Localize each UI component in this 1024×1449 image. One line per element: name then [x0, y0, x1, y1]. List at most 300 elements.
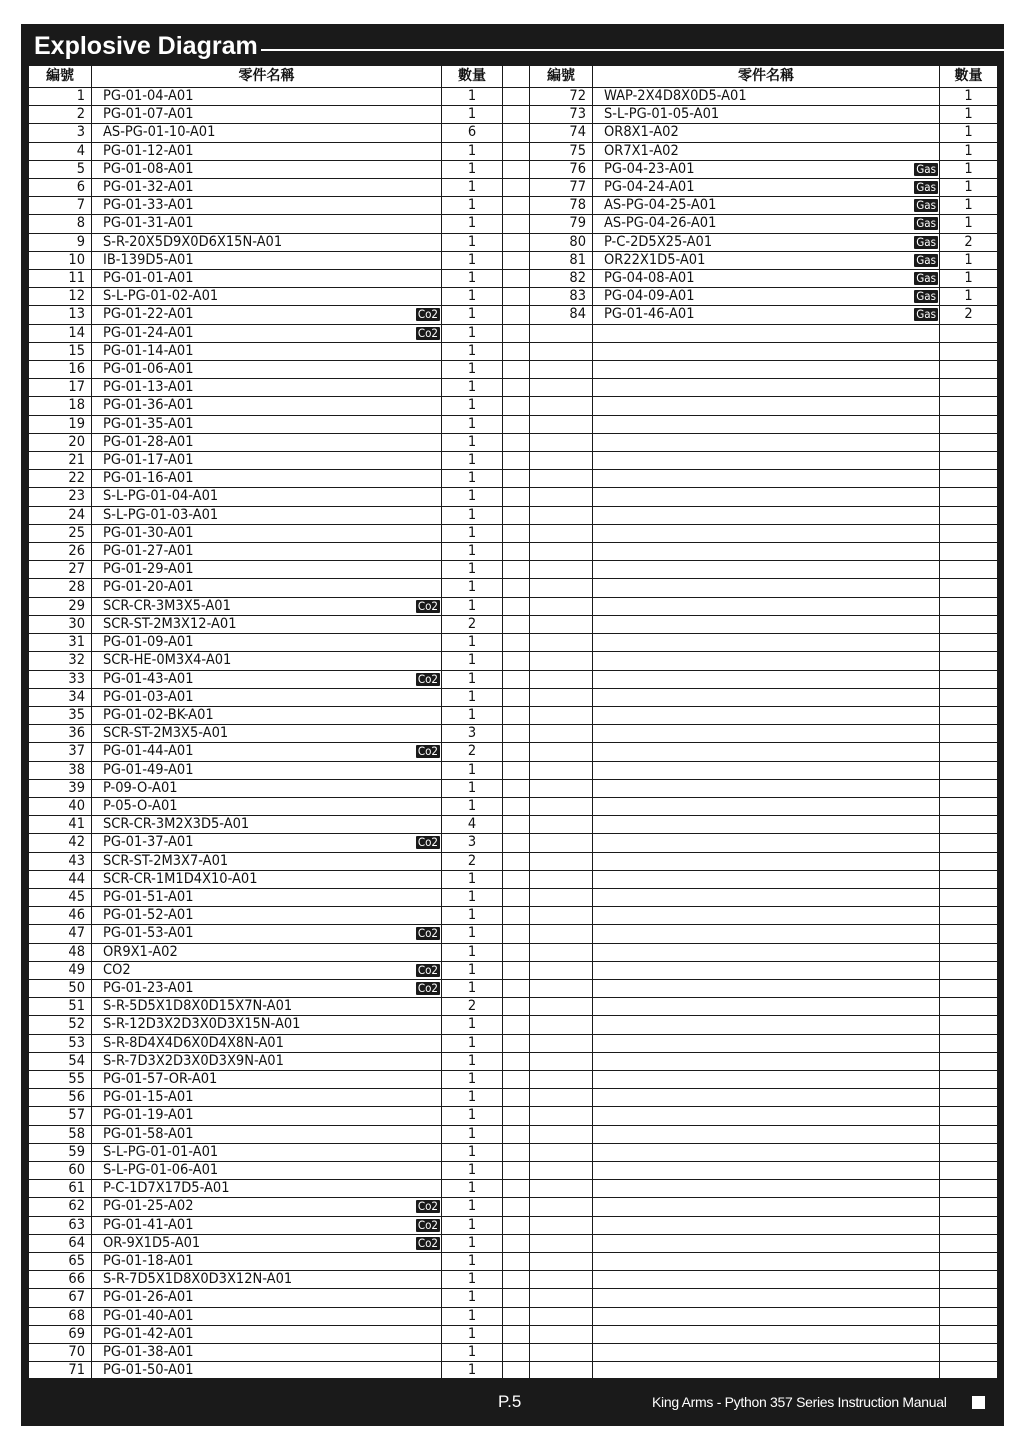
empty-cell — [530, 852, 593, 870]
empty-cell — [530, 888, 593, 906]
table-row — [29, 834, 998, 852]
table-row — [29, 1107, 998, 1125]
part-number: 42 — [29, 834, 92, 852]
part-number: 64 — [29, 1234, 92, 1252]
part-quantity: 1 — [442, 270, 503, 288]
table-row — [29, 88, 998, 106]
part-name — [92, 470, 442, 488]
part-quantity: 1 — [442, 179, 503, 197]
part-name — [593, 251, 940, 269]
column-spacer — [503, 342, 530, 360]
part-number: 34 — [29, 688, 92, 706]
part-name-text: S-R-12D3X2D3X0D3X15N-A01 — [103, 1016, 301, 1033]
variant-badge: Co2 — [417, 1217, 438, 1232]
column-spacer — [503, 1107, 530, 1125]
part-name — [92, 179, 442, 197]
table-row — [29, 816, 998, 834]
table-row — [29, 888, 998, 906]
part-quantity: 1 — [442, 670, 503, 688]
part-name-text: PG-01-44-A01 — [103, 743, 194, 760]
part-name — [92, 270, 442, 288]
empty-cell — [530, 1070, 593, 1088]
part-quantity: 1 — [442, 470, 503, 488]
empty-cell — [940, 634, 998, 652]
empty-cell — [940, 979, 998, 997]
empty-cell — [593, 1052, 940, 1070]
part-quantity: 1 — [442, 797, 503, 815]
empty-cell — [940, 1016, 998, 1034]
part-name — [92, 1180, 442, 1198]
table-row — [29, 852, 998, 870]
table-row — [29, 561, 998, 579]
part-name — [92, 1089, 442, 1107]
part-number: 22 — [29, 470, 92, 488]
part-quantity: 1 — [442, 197, 503, 215]
part-name-text: OR22X1D5-A01 — [604, 251, 706, 268]
part-number: 45 — [29, 888, 92, 906]
empty-cell — [593, 670, 940, 688]
part-quantity: 1 — [442, 1325, 503, 1343]
part-name — [92, 197, 442, 215]
table-row — [29, 743, 998, 761]
table-row — [29, 1216, 998, 1234]
empty-cell — [593, 543, 940, 561]
empty-cell — [940, 1216, 998, 1234]
part-name — [92, 1253, 442, 1271]
part-name — [593, 306, 940, 324]
part-name — [92, 561, 442, 579]
part-quantity: 1 — [442, 888, 503, 906]
table-row — [29, 1234, 998, 1252]
part-quantity: 1 — [442, 452, 503, 470]
part-name — [92, 1016, 442, 1034]
table-row — [29, 998, 998, 1016]
part-quantity: 1 — [442, 761, 503, 779]
table-row — [29, 1307, 998, 1325]
part-name — [593, 215, 940, 233]
part-name — [92, 1034, 442, 1052]
part-number: 41 — [29, 816, 92, 834]
column-spacer — [503, 1325, 530, 1343]
page-title: Explosive Diagram — [34, 32, 258, 60]
column-spacer — [503, 834, 530, 852]
part-quantity: 1 — [442, 288, 503, 306]
part-quantity: 1 — [442, 1344, 503, 1362]
part-name-text: S-L-PG-01-03-A01 — [103, 506, 219, 523]
column-spacer — [503, 1143, 530, 1161]
header-qty-right: 數量 — [940, 66, 998, 88]
part-name — [92, 779, 442, 797]
part-number: 25 — [29, 524, 92, 542]
empty-cell — [940, 1289, 998, 1307]
header-qty-left: 數量 — [442, 66, 503, 88]
column-spacer — [503, 142, 530, 160]
empty-cell — [940, 688, 998, 706]
part-name — [92, 961, 442, 979]
part-number: 78 — [530, 197, 593, 215]
column-spacer — [503, 1234, 530, 1252]
empty-cell — [593, 1325, 940, 1343]
part-name — [92, 1125, 442, 1143]
part-quantity: 1 — [442, 324, 503, 342]
part-name-text: PG-01-01-A01 — [103, 270, 194, 287]
empty-cell — [530, 1289, 593, 1307]
table-row — [29, 124, 998, 142]
empty-cell — [530, 615, 593, 633]
part-quantity: 1 — [442, 415, 503, 433]
part-quantity: 1 — [940, 142, 998, 160]
part-name — [92, 506, 442, 524]
empty-cell — [940, 961, 998, 979]
table-row — [29, 524, 998, 542]
empty-cell — [593, 1216, 940, 1234]
part-number: 16 — [29, 361, 92, 379]
part-quantity: 1 — [442, 251, 503, 269]
part-number: 36 — [29, 725, 92, 743]
empty-cell — [940, 506, 998, 524]
empty-cell — [593, 1016, 940, 1034]
part-name-text: WAP-2X4D8X0D5-A01 — [604, 88, 747, 104]
part-quantity: 1 — [442, 925, 503, 943]
part-name — [92, 579, 442, 597]
part-quantity: 2 — [940, 306, 998, 324]
empty-cell — [593, 1125, 940, 1143]
part-quantity: 1 — [442, 1016, 503, 1034]
part-name — [92, 652, 442, 670]
empty-cell — [593, 870, 940, 888]
table-row — [29, 415, 998, 433]
table-row — [29, 1161, 998, 1179]
column-spacer — [503, 1125, 530, 1143]
part-name — [92, 488, 442, 506]
empty-cell — [530, 561, 593, 579]
part-name-text: PG-01-31-A01 — [103, 215, 194, 232]
empty-cell — [530, 834, 593, 852]
table-row — [29, 1253, 998, 1271]
table-row — [29, 1125, 998, 1143]
variant-badge: Gas — [916, 234, 936, 249]
part-name — [92, 888, 442, 906]
empty-cell — [593, 888, 940, 906]
part-name-text: PG-01-08-A01 — [103, 160, 194, 177]
table-row — [29, 452, 998, 470]
part-name-text: PG-01-35-A01 — [103, 415, 194, 432]
part-quantity: 1 — [442, 397, 503, 415]
table-row — [29, 1089, 998, 1107]
part-number: 56 — [29, 1089, 92, 1107]
variant-badge: Co2 — [417, 307, 438, 322]
part-name-text: PG-01-18-A01 — [103, 1253, 194, 1269]
column-spacer — [503, 779, 530, 797]
empty-cell — [593, 706, 940, 724]
part-name — [92, 415, 442, 433]
part-name-text: PG-01-06-A01 — [103, 361, 194, 378]
part-name — [92, 1143, 442, 1161]
part-quantity: 3 — [442, 725, 503, 743]
column-spacer — [503, 379, 530, 397]
table-row — [29, 925, 998, 943]
part-name-text: OR9X1-A02 — [103, 943, 178, 960]
column-spacer — [503, 907, 530, 925]
part-name — [92, 688, 442, 706]
part-number: 57 — [29, 1107, 92, 1125]
header-no-left: 編號 — [29, 66, 92, 88]
part-number: 19 — [29, 415, 92, 433]
part-number: 6 — [29, 179, 92, 197]
table-row — [29, 179, 998, 197]
empty-cell — [593, 943, 940, 961]
column-spacer — [503, 324, 530, 342]
empty-cell — [530, 1198, 593, 1216]
part-quantity: 2 — [442, 852, 503, 870]
part-name-text: PG-01-27-A01 — [103, 543, 194, 560]
empty-cell — [530, 761, 593, 779]
column-spacer — [503, 1344, 530, 1362]
empty-cell — [940, 1143, 998, 1161]
table-row — [29, 725, 998, 743]
variant-badge: Gas — [916, 289, 936, 304]
part-name-text: PG-01-17-A01 — [103, 452, 194, 469]
part-name-text: S-R-5D5X1D8X0D15X7N-A01 — [103, 998, 293, 1015]
empty-cell — [940, 725, 998, 743]
part-name-text: PG-01-28-A01 — [103, 433, 194, 450]
part-name-text: AS-PG-01-10-A01 — [103, 124, 216, 141]
part-name-text: PG-04-08-A01 — [604, 270, 695, 287]
part-name-text: PG-01-32-A01 — [103, 179, 194, 196]
part-name — [593, 106, 940, 124]
empty-cell — [530, 743, 593, 761]
part-name-text: PG-01-51-A01 — [103, 888, 194, 905]
part-number: 31 — [29, 634, 92, 652]
empty-cell — [940, 1271, 998, 1289]
part-number: 44 — [29, 870, 92, 888]
part-quantity: 1 — [442, 1180, 503, 1198]
part-name-text: PG-01-37-A01 — [103, 834, 194, 851]
table-row — [29, 943, 998, 961]
empty-cell — [530, 797, 593, 815]
part-name — [92, 1070, 442, 1088]
part-name-text: PG-01-23-A01 — [103, 979, 194, 996]
part-quantity: 1 — [442, 579, 503, 597]
empty-cell — [530, 324, 593, 342]
empty-cell — [593, 907, 940, 925]
part-name — [92, 615, 442, 633]
table-row — [29, 306, 998, 324]
empty-cell — [593, 852, 940, 870]
empty-cell — [530, 1362, 593, 1380]
part-name-text: AS-PG-04-25-A01 — [604, 197, 717, 214]
part-number: 12 — [29, 288, 92, 306]
empty-cell — [530, 543, 593, 561]
part-name-text: PG-01-43-A01 — [103, 670, 194, 687]
empty-cell — [593, 342, 940, 360]
empty-cell — [593, 1089, 940, 1107]
part-name-text: SCR-ST-2M3X7-A01 — [103, 852, 229, 869]
empty-cell — [940, 1089, 998, 1107]
empty-cell — [530, 433, 593, 451]
header-row — [29, 66, 998, 88]
part-name — [92, 706, 442, 724]
empty-cell — [530, 1307, 593, 1325]
part-number: 72 — [530, 88, 593, 106]
part-name — [92, 397, 442, 415]
part-quantity: 1 — [442, 1052, 503, 1070]
empty-cell — [940, 615, 998, 633]
empty-cell — [593, 361, 940, 379]
table-row — [29, 233, 998, 251]
part-quantity: 1 — [442, 215, 503, 233]
part-name-text: S-R-7D3X2D3X0D3X9N-A01 — [103, 1052, 284, 1069]
column-spacer — [503, 251, 530, 269]
variant-badge: Co2 — [417, 835, 438, 850]
column-spacer — [503, 1180, 530, 1198]
part-number: 67 — [29, 1289, 92, 1307]
empty-cell — [593, 1362, 940, 1380]
part-name — [593, 288, 940, 306]
empty-cell — [940, 561, 998, 579]
variant-badge: Gas — [916, 252, 936, 267]
table-row — [29, 433, 998, 451]
empty-cell — [593, 415, 940, 433]
part-number: 77 — [530, 179, 593, 197]
part-quantity: 1 — [442, 1161, 503, 1179]
part-name-text: PG-01-04-A01 — [103, 88, 194, 104]
empty-cell — [530, 979, 593, 997]
empty-cell — [593, 1161, 940, 1179]
table-row — [29, 1180, 998, 1198]
part-name-text: PG-01-33-A01 — [103, 197, 194, 214]
part-quantity: 1 — [442, 979, 503, 997]
part-quantity: 1 — [442, 688, 503, 706]
part-name-text: S-R-8D4X4D6X0D4X8N-A01 — [103, 1034, 284, 1051]
empty-cell — [940, 834, 998, 852]
part-number: 50 — [29, 979, 92, 997]
empty-cell — [940, 433, 998, 451]
part-name — [92, 124, 442, 142]
empty-cell — [940, 652, 998, 670]
part-number: 79 — [530, 215, 593, 233]
part-quantity: 1 — [442, 106, 503, 124]
part-number: 68 — [29, 1307, 92, 1325]
part-name-text: PG-01-14-A01 — [103, 342, 194, 359]
variant-badge: Gas — [916, 180, 936, 195]
part-quantity: 1 — [940, 215, 998, 233]
table-row — [29, 1198, 998, 1216]
manual-title: King Arms - Python 357 Series Instruction Manual — [652, 1394, 947, 1410]
column-spacer — [503, 888, 530, 906]
part-name — [92, 1198, 442, 1216]
table-row — [29, 979, 998, 997]
part-name — [92, 670, 442, 688]
part-quantity: 1 — [442, 706, 503, 724]
part-number: 32 — [29, 652, 92, 670]
part-name-text: PG-01-30-A01 — [103, 524, 194, 541]
column-spacer — [503, 579, 530, 597]
part-quantity: 1 — [442, 1253, 503, 1271]
empty-cell — [940, 361, 998, 379]
part-quantity: 1 — [940, 88, 998, 106]
part-name — [92, 1107, 442, 1125]
part-name — [92, 634, 442, 652]
part-number: 66 — [29, 1271, 92, 1289]
part-name — [92, 870, 442, 888]
empty-cell — [593, 1107, 940, 1125]
empty-cell — [940, 1052, 998, 1070]
empty-cell — [940, 470, 998, 488]
part-name-text: PG-01-07-A01 — [103, 106, 194, 123]
column-spacer — [503, 233, 530, 251]
empty-cell — [530, 870, 593, 888]
table-row — [29, 197, 998, 215]
table-row — [29, 1034, 998, 1052]
variant-badge: Co2 — [417, 1235, 438, 1250]
column-spacer — [503, 761, 530, 779]
empty-cell — [593, 1143, 940, 1161]
part-quantity: 1 — [940, 197, 998, 215]
empty-cell — [530, 1052, 593, 1070]
part-name — [92, 725, 442, 743]
part-name — [92, 524, 442, 542]
part-name — [92, 1161, 442, 1179]
variant-badge: Gas — [916, 161, 936, 176]
part-name-text: PG-01-58-A01 — [103, 1125, 194, 1142]
column-spacer — [503, 470, 530, 488]
table-row — [29, 597, 998, 615]
part-number: 54 — [29, 1052, 92, 1070]
part-quantity: 1 — [442, 506, 503, 524]
part-quantity: 2 — [940, 233, 998, 251]
part-number: 70 — [29, 1344, 92, 1362]
part-quantity: 1 — [442, 160, 503, 178]
column-spacer — [503, 197, 530, 215]
part-name — [593, 233, 940, 251]
column-spacer — [503, 998, 530, 1016]
part-name — [92, 925, 442, 943]
part-name-text: PG-01-50-A01 — [103, 1362, 194, 1379]
part-number: 29 — [29, 597, 92, 615]
part-name-text: PG-01-26-A01 — [103, 1289, 194, 1306]
part-name-text: P-C-2D5X25-A01 — [604, 233, 713, 250]
part-quantity: 1 — [442, 561, 503, 579]
table-row — [29, 506, 998, 524]
part-number: 63 — [29, 1216, 92, 1234]
column-spacer — [503, 1271, 530, 1289]
empty-cell — [593, 470, 940, 488]
part-number: 61 — [29, 1180, 92, 1198]
part-name — [92, 361, 442, 379]
empty-cell — [530, 579, 593, 597]
empty-cell — [530, 1125, 593, 1143]
part-name — [92, 160, 442, 178]
part-quantity: 1 — [940, 270, 998, 288]
part-number: 46 — [29, 907, 92, 925]
empty-cell — [940, 998, 998, 1016]
column-spacer — [503, 1089, 530, 1107]
part-name-text: PG-01-24-A01 — [103, 324, 194, 341]
part-name-text: SCR-HE-0M3X4-A01 — [103, 652, 232, 669]
part-quantity: 1 — [442, 779, 503, 797]
empty-cell — [593, 524, 940, 542]
part-quantity: 1 — [940, 160, 998, 178]
column-spacer — [503, 1216, 530, 1234]
part-name-text: PG-01-29-A01 — [103, 561, 194, 578]
part-name-text: PG-01-46-A01 — [604, 306, 695, 323]
variant-badge: Co2 — [417, 962, 438, 977]
part-quantity: 1 — [442, 543, 503, 561]
table-row — [29, 1344, 998, 1362]
empty-cell — [940, 524, 998, 542]
table-row — [29, 324, 998, 342]
